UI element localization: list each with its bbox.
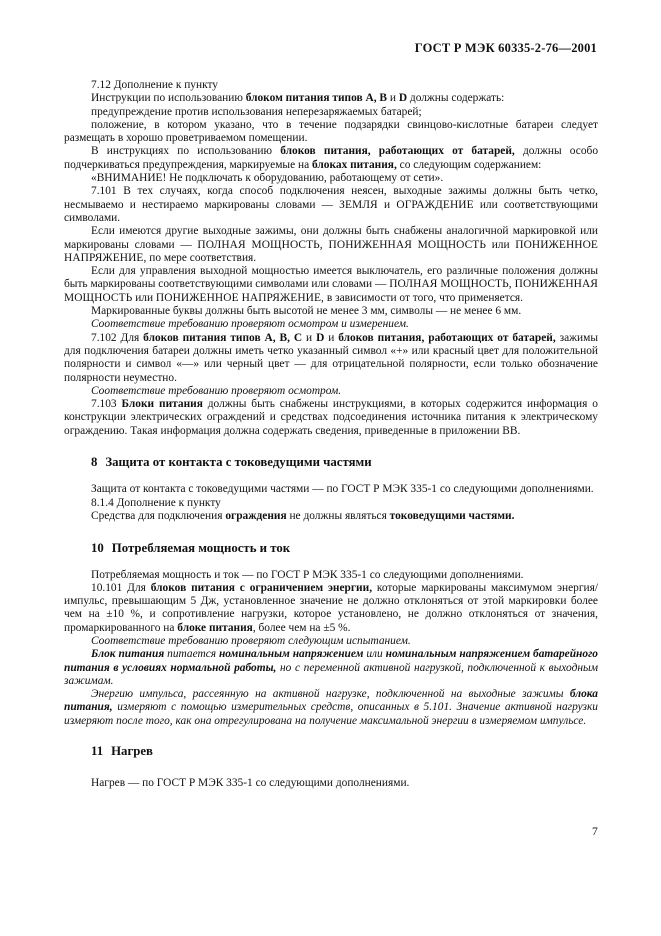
term-bold: D [398, 92, 408, 105]
paragraph [64, 185, 598, 225]
marking-words: ПОЛНАЯ МОЩНОСТЬ, ПОНИЖЕННАЯ МОЩНОСТЬ [64, 278, 599, 304]
paragraph [64, 332, 598, 385]
text-run: в зависимости от того, что применяется. [324, 291, 523, 304]
paragraph [64, 225, 598, 265]
section-title: Защита от контакта с токоведущими частями [105, 455, 372, 470]
paragraph [64, 265, 598, 305]
text-run: по мере соответствия. [146, 251, 257, 264]
section-heading-10 [64, 542, 598, 555]
term-bold: блоке питания [177, 621, 253, 634]
text-run: зажимы для подключения батареи должны иметь четко указанный символ «+» или красный цвет для положительной полярности и символ «—» или черный цвет — для отрицательной полярности, если только обозначение полярности неуместно. [64, 331, 598, 384]
term-bold-italic: блока питания, [64, 688, 598, 714]
paragraph: Потребляемая мощность и ток — по ГОСТ Р МЭК 335-1 со следующими дополнениями. [91, 568, 524, 581]
section-number: 10 [91, 541, 104, 556]
text-run: и [324, 331, 339, 344]
text-run: 7.101 В тех случаях, когда способ подключения неясен, выходные зажимы должны быть четко, несмываемо и нестираемо маркированы словами — [64, 185, 598, 211]
paragraph [64, 398, 598, 438]
marking-words: ЗЕМЛЯ и ОГРАЖДЕНИЕ [339, 198, 474, 211]
text-run: которые маркированы максимумом энергия/импульс, превышающим 5 Дж, установленное значение не должно отклоняться от этой маркировки более чем на ±10 %, и сопротивление нагрузки, которое установлено, не должно отклоняться от значения, промаркированного на [64, 581, 598, 634]
paragraph: Нагрев — по ГОСТ Р МЭК 335-1 со следующими дополнениями. [91, 777, 410, 790]
test-description [64, 648, 598, 688]
term-bold: D [316, 331, 325, 344]
test-description [64, 688, 598, 728]
compliance-note: Соответствие требованию проверяют осмотром. [91, 384, 342, 397]
text-run: В инструкциях по использованию [91, 145, 281, 158]
text-run: со следующим содержанием: [396, 158, 542, 171]
section-title: Потребляемая мощность и ток [111, 541, 291, 556]
text-run: должны быть снабжены инструкциями, в которых содержится информация о конструкции электрических ограждений и средствах подсоединения источника питания к электрическому ограждению. Такая информация должна содержать сведения, приведенные в приложении ВВ. [64, 398, 598, 437]
text-run: 7.103 [91, 398, 122, 411]
text-run: не должны являться [286, 509, 390, 522]
term-bold-italic: номинальным напряжением батарейного питания в условиях нормальной работы, [64, 648, 598, 674]
paragraph: предупреждение против использования неперезаряжаемых батарей; [91, 105, 422, 118]
paragraph [64, 582, 598, 635]
paragraph: Защита от контакта с токоведущими частями — по ГОСТ Р МЭК 335-1 со следующими дополнениями. [91, 483, 594, 496]
marking-words: ПОНИЖЕННОЕ НАПРЯЖЕНИЕ, [64, 238, 598, 264]
text-run: , более чем на ±5 %. [252, 621, 351, 634]
term-bold: блоков питания типов А, В, С [143, 331, 303, 344]
text-run: 7.102 Для [91, 331, 144, 344]
text-run: должны содержать: [407, 92, 505, 105]
text-run: Если для управления выходной мощностью имеется выключатель, его различные положения должны быть маркированы соответствующими символами или словами — [64, 265, 598, 291]
paragraph [64, 145, 598, 172]
compliance-note: Соответствие требованию проверяют осмотром и измерением. [91, 318, 409, 331]
paragraph: Маркированные буквы должны быть высотой не менее 3 мм, символы — не менее 6 мм. [91, 305, 522, 318]
text-run: измеряют с помощью измерительных средств, описанных в 5.101. Значение активной нагрузки измеряют после того, как она отрегулирована на получение максимальной энергии в измеряемом импульсе. [64, 701, 598, 727]
term-bold: токоведущими частями. [389, 509, 515, 522]
paragraph: «ВНИМАНИЕ! Не подключать к оборудованию, работающему от сети». [91, 172, 444, 185]
section-heading-11 [64, 745, 598, 758]
text-run: или соответствующими символами. [64, 198, 598, 224]
paragraph [64, 510, 598, 523]
text-run: питается [164, 648, 219, 661]
text-run: но с переменной активной нагрузкой, подключенной к выходным зажимам. [64, 661, 599, 687]
term-bold: ограждения [225, 509, 287, 522]
marking-words: ПОЛНАЯ МОЩНОСТЬ, ПОНИЖЕННАЯ МОЩНОСТЬ [197, 238, 487, 251]
term-bold: блоках питания, [311, 158, 397, 171]
term-bold-italic: Блок питания [91, 648, 165, 661]
text-run: Инструкции по использованию [91, 92, 246, 105]
text-run: или [132, 291, 156, 304]
marking-words: ПОНИЖЕННОЕ НАПРЯЖЕНИЕ, [155, 291, 324, 304]
paragraph: положение, в котором указано, что в течение подзарядки свинцово-кислотные батареи следует размещать в хорошо проветриваемом помещении. [64, 118, 598, 145]
text-run: Средства для подключения [91, 509, 226, 522]
section-heading-8 [64, 456, 598, 469]
text-run: и [387, 92, 399, 105]
section-number: 8 [91, 455, 98, 470]
text-run: Энергию импульса, рассеянную на активной нагрузке, подключенной на выходные зажимы [91, 688, 570, 701]
paragraph [64, 92, 598, 105]
section-number: 11 [91, 744, 104, 759]
text-run: 10.101 Для [91, 581, 151, 594]
page-number: 7 [592, 826, 598, 838]
standard-code-header: ГОСТ Р МЭК 60335-2-76—2001 [414, 41, 597, 55]
text-run: должны особо подчеркиваться предупреждения, маркируемые на [64, 145, 599, 171]
text-run: или [363, 648, 386, 661]
text-run: Если имеются другие выходные зажимы, они должны быть снабжены аналогичной маркировкой или маркированы словами — [64, 225, 598, 251]
paragraph: 7.12 Дополнение к пункту [91, 79, 218, 91]
term-bold-italic: номинальным напряжением [218, 648, 364, 661]
compliance-note: Соответствие требованию проверяют следующим испытанием. [91, 634, 411, 647]
text-run: и [302, 331, 317, 344]
term-bold: блоков питания, работающих от батарей, [338, 331, 556, 344]
term-bold: Блоки питания [121, 398, 203, 411]
term-bold: блоков питания с ограничением энергии, [150, 581, 373, 594]
page-body [64, 79, 598, 791]
section-title: Нагрев [111, 744, 153, 759]
term-bold: блоком питания типов А, В [245, 92, 388, 105]
term-bold: блоков питания, работающих от батарей, [280, 145, 515, 158]
text-run: или [486, 238, 516, 251]
paragraph: 8.1.4 Дополнение к пункту [91, 496, 221, 509]
